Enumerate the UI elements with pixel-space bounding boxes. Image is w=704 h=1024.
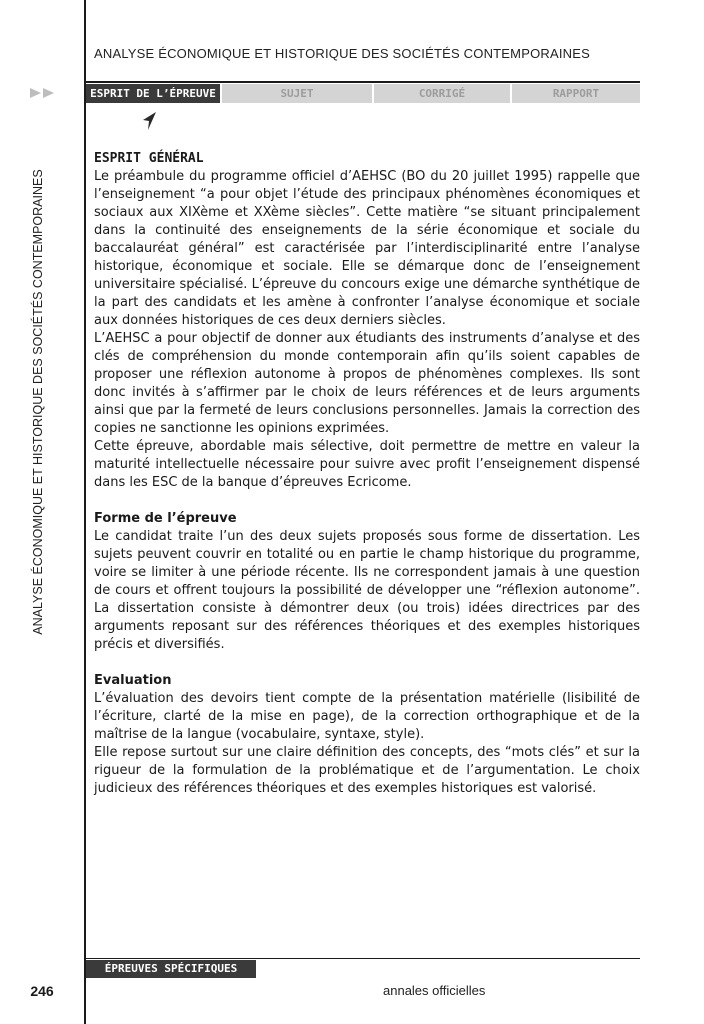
tab-sujet[interactable]: SUJET bbox=[222, 84, 372, 103]
section-tabs bbox=[86, 84, 640, 104]
paragraph: Le candidat traite l’un des deux sujets proposés sous forme de dissertation. Les sujets peuvent couvrir en totalité ou en partie le champ historique du programme, voire se limiter à une période récente. Ils ne correspondent jamais à une question de cours et offrent toujours la possibilité de développer une “réflexion autonome”. La dissertation consiste à démontrer deux (ou trois) idées directrices par des arguments reposant sur des références théoriques et des exemples historiques précis et diversifiés. bbox=[94, 529, 640, 652]
page-header-title: ANALYSE ÉCONOMIQUE ET HISTORIQUE DES SOCIÉTÉS CONTEMPORAINES bbox=[94, 46, 590, 61]
paragraph: Le préambule du programme officiel d’AEHSC (BO du 20 juillet 1995) rappelle que l’enseignement “a pour objet l’étude des principaux phénomènes économiques et sociaux aux XIXème et XXème siècles”. Cette matière “se situant principalement dans la continuité des enseignements de la série économique et sociale du baccalauréat général” est caractérisée par l’interdisciplinarité entre l’analyse historique, économique et sociale. Elle se démarque donc de l’enseignement universitaire spécialisé. L’épreuve du concours exige une démarche synthétique de la part des candidats et les amène à confronter l’analyse économique et sociale aux données historiques de ces deux derniers siècles. bbox=[94, 169, 640, 328]
page-number: 246 bbox=[30, 983, 54, 999]
footer-divider bbox=[86, 958, 640, 959]
sidebar-vertical-title: ANALYSE ÉCONOMIQUE ET HISTORIQUE DES SOCIÉTÉS CONTEMPORAINES bbox=[31, 169, 45, 635]
paragraph: L’évaluation des devoirs tient compte de la présentation matérielle (lisibilité de l’écriture, clarté de la mise en page), de la correction orthographique et de la maîtrise de la langue (vocabulaire, syntaxe, style). bbox=[94, 691, 640, 742]
section-heading-evaluation: Evaluation bbox=[94, 673, 172, 688]
header-divider bbox=[86, 81, 640, 83]
publisher-label: annales officielles bbox=[383, 983, 486, 998]
section-heading-esprit-general: ESPRIT GÉNÉRAL bbox=[94, 151, 204, 166]
paragraph: Cette épreuve, abordable mais sélective, doit permettre de mettre en valeur la maturité intellectuelle nécessaire pour suivre avec profit l’enseignement dispensé dans les ESC de la banque d’épreuves Ecricome. bbox=[94, 439, 640, 490]
footer-section-tab: ÉPREUVES SPÉCIFIQUES bbox=[86, 960, 256, 978]
arrow-cursor-icon bbox=[140, 110, 160, 136]
paragraph: L’AEHSC a pour objectif de donner aux étudiants des instruments d’analyse et des clés de compréhension du monde contemporain afin qu’ils soient capables de proposer une réflexion autonome à propos de phénomènes complexes. Ils sont donc invités à s’affirmer par le choix de leurs références et de leurs arguments ainsi que par la fermeté de leurs conclusions personnelles. Jamais la correction des copies ne sanctionne les opinions exprimées. bbox=[94, 331, 640, 436]
tab-rapport[interactable]: RAPPORT bbox=[512, 84, 640, 103]
main-content bbox=[94, 150, 640, 798]
margin-rule bbox=[84, 0, 86, 1024]
double-right-arrow-icon bbox=[30, 88, 54, 98]
section-heading-forme: Forme de l’épreuve bbox=[94, 511, 237, 526]
tab-corrige[interactable]: CORRIGÉ bbox=[374, 84, 510, 103]
tab-esprit-de-l-epreuve[interactable]: ESPRIT DE L’ÉPREUVE bbox=[86, 84, 220, 103]
paragraph: Elle repose surtout sur une claire définition des concepts, des “mots clés” et sur la rigueur de la formulation de la problématique et de l’argumentation. Le choix judicieux des références théoriques et des exemples historiques est valorisé. bbox=[94, 745, 640, 796]
